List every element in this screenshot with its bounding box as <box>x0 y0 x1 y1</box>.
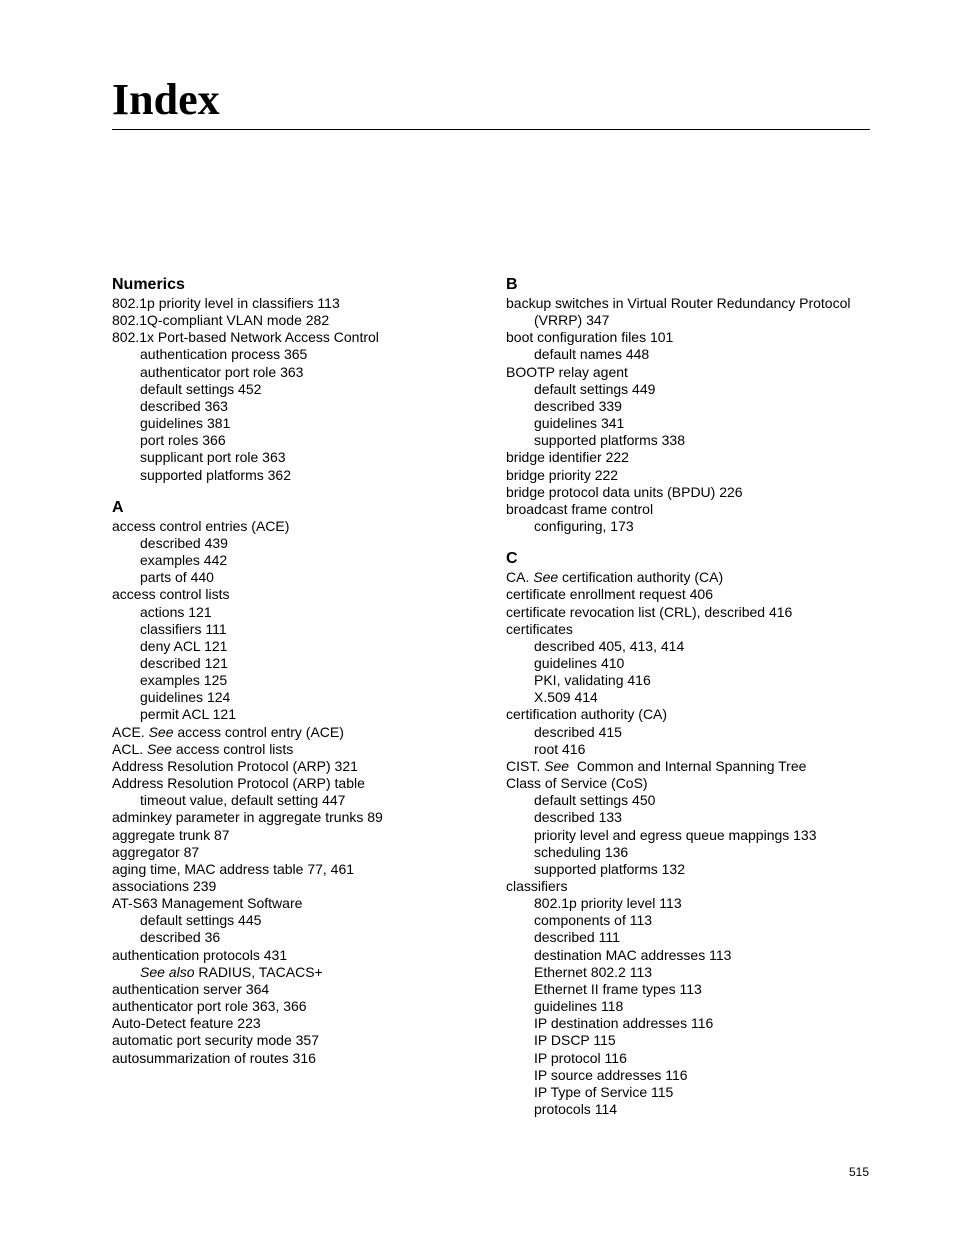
index-subentry: default settings 450 <box>534 792 656 809</box>
index-entry: aggregator 87 <box>112 843 200 860</box>
index-entry: access control lists <box>112 586 230 603</box>
index-entry: Address Resolution Protocol (ARP) table <box>112 775 365 792</box>
index-subentry: described 121 <box>140 654 228 671</box>
index-subentry: timeout value, default setting 447 <box>140 792 346 809</box>
entry-text: access control entry (ACE) <box>173 723 344 740</box>
index-entry <box>112 741 472 758</box>
index-subentry: default settings 449 <box>534 380 656 397</box>
index-entry: adminkey parameter in aggregate trunks 89 <box>112 809 383 826</box>
entry-text: ACE. <box>112 723 149 740</box>
index-subentry: parts of 440 <box>140 569 214 586</box>
section-letter-heading: B <box>506 276 518 293</box>
index-subentry: root 416 <box>534 740 586 757</box>
index-entry: bridge identifier 222 <box>506 449 629 466</box>
index-subentry: guidelines 124 <box>140 689 231 706</box>
index-subentry: guidelines 381 <box>140 415 231 432</box>
index-entry: associations 239 <box>112 878 217 894</box>
index-entry: certification authority (CA) <box>506 706 668 723</box>
entry-text: Common and Internal Spanning Tree <box>569 757 807 774</box>
index-entry: AT-S63 Management Software <box>112 895 303 912</box>
index-entry: Auto-Detect feature 223 <box>112 1015 261 1032</box>
index-subentry: default settings 445 <box>140 912 262 929</box>
index-subentry: protocols 114 <box>534 1101 618 1118</box>
see-reference: See also <box>140 963 195 980</box>
index-entry: certificate enrollment request 406 <box>506 586 713 603</box>
see-reference: See <box>544 757 570 774</box>
index-column-right <box>506 275 866 1132</box>
index-entry: aging time, MAC address table 77, 461 <box>112 860 355 877</box>
index-entry: aggregate trunk 87 <box>112 826 230 843</box>
entry-text: access control lists <box>171 740 294 757</box>
index-subentry: default settings 452 <box>140 380 262 397</box>
index-entry: access control entries (ACE) <box>112 517 290 534</box>
index-subentry: PKI, validating 416 <box>534 672 651 689</box>
see-reference: See <box>147 740 172 757</box>
index-subentry: X.509 414 <box>534 689 598 706</box>
index-entry: certificates <box>506 620 573 637</box>
index-entry <box>112 724 472 741</box>
index-subentry: supported platforms 338 <box>534 432 685 449</box>
index-subentry: scheduling 136 <box>534 843 629 860</box>
index-entry: 802.1Q-compliant VLAN mode 282 <box>112 312 330 329</box>
index-subentry: port roles 366 <box>140 432 226 449</box>
section-letter-heading: C <box>506 550 518 568</box>
index-subentry: IP destination addresses 116 <box>534 1015 714 1032</box>
index-subentry: authentication process 365 <box>140 346 308 363</box>
index-subentry: actions 121 <box>140 603 212 620</box>
index-subentry <box>112 964 472 981</box>
index-entry: bridge protocol data units (BPDU) 226 <box>506 483 743 500</box>
index-entry: authentication protocols 431 <box>112 946 288 963</box>
index-entry: 802.1x Port-based Network Access Control <box>112 329 379 346</box>
page-title: Index <box>112 75 220 124</box>
index-entry: autosummarization of routes 316 <box>112 1049 316 1066</box>
index-section <box>506 275 866 535</box>
index-subentry: configuring, 173 <box>534 518 634 535</box>
index-subentry: examples 442 <box>140 552 228 569</box>
index-subentry: described 405, 413, 414 <box>534 637 685 654</box>
index-subentry: guidelines 410 <box>534 654 625 671</box>
index-subentry: IP DSCP 115 <box>534 1032 616 1049</box>
index-subentry: default names 448 <box>534 346 650 363</box>
index-entry: authenticator port role 363, 366 <box>112 998 307 1015</box>
index-entry: automatic port security mode 357 <box>112 1032 319 1049</box>
index-subentry: IP protocol 116 <box>534 1049 627 1066</box>
entry-text: ACL. <box>112 740 148 757</box>
section-letter-heading: Numerics <box>112 276 185 293</box>
index-entry: 802.1p priority level in classifiers 113 <box>112 295 340 311</box>
index-section <box>112 498 472 1067</box>
see-reference: See <box>148 723 174 740</box>
index-subentry: described 415 <box>534 723 622 740</box>
index-section <box>112 275 472 484</box>
index-subentry: supported platforms 362 <box>140 466 291 483</box>
index-entry <box>506 569 866 586</box>
see-reference: See <box>533 569 559 586</box>
index-entry: classifiers <box>506 878 568 894</box>
index-entry: boot configuration files 101 <box>506 329 674 346</box>
index-subentry: Ethernet II frame types 113 <box>534 980 702 997</box>
entry-text: CIST. <box>506 757 545 774</box>
index-entry: Class of Service (CoS) <box>506 775 648 792</box>
page-number: 515 <box>848 1165 869 1179</box>
index-subentry: components of 113 <box>534 912 653 929</box>
index-subentry: supplicant port role 363 <box>140 449 286 466</box>
index-subentry: supported platforms 132 <box>534 860 685 877</box>
index-subentry: IP source addresses 116 <box>534 1066 688 1083</box>
index-subentry: described 339 <box>534 397 622 414</box>
index-subentry: authenticator port role 363 <box>140 363 304 380</box>
index-subentry: guidelines 341 <box>534 415 625 432</box>
index-subentry: guidelines 118 <box>534 998 624 1015</box>
section-letter-heading: A <box>112 498 124 516</box>
entry-text: CA. <box>506 569 534 586</box>
index-column-left <box>112 275 472 1081</box>
index-subentry: examples 125 <box>140 672 228 689</box>
index-subentry: priority level and egress queue mappings 133 <box>534 826 817 843</box>
index-subentry: described 36 <box>140 929 221 946</box>
index-subentry: Ethernet 802.2 113 <box>534 963 653 980</box>
index-subentry: described 439 <box>140 534 228 551</box>
index-entry: certificate revocation list (CRL), described 416 <box>506 603 793 620</box>
index-subentry: classifiers 111 <box>140 620 227 637</box>
index-entry: Address Resolution Protocol (ARP) 321 <box>112 757 358 774</box>
index-subentry: permit ACL 121 <box>140 706 236 723</box>
index-subentry: 802.1p priority level 113 <box>534 895 682 912</box>
index-entry: bridge priority 222 <box>506 466 619 483</box>
entry-text: RADIUS, TACACS+ <box>194 963 323 980</box>
index-entry <box>506 758 866 775</box>
index-entry: backup switches in Virtual Router Redundancy Protocol <box>506 295 851 311</box>
index-entry: BOOTP relay agent <box>506 363 628 380</box>
title-rule <box>112 129 870 130</box>
entry-text: certification authority (CA) <box>558 569 724 586</box>
index-subentry: IP Type of Service 115 <box>534 1083 674 1100</box>
index-entry: broadcast frame control <box>506 500 654 517</box>
index-section <box>506 549 866 1118</box>
index-subentry: (VRRP) 347 <box>534 312 610 329</box>
index-subentry: described 111 <box>534 929 620 946</box>
index-subentry: deny ACL 121 <box>140 637 228 654</box>
index-entry: authentication server 364 <box>112 980 270 997</box>
index-subentry: destination MAC addresses 113 <box>534 946 732 963</box>
index-subentry: described 133 <box>534 809 622 826</box>
index-subentry: described 363 <box>140 397 228 414</box>
